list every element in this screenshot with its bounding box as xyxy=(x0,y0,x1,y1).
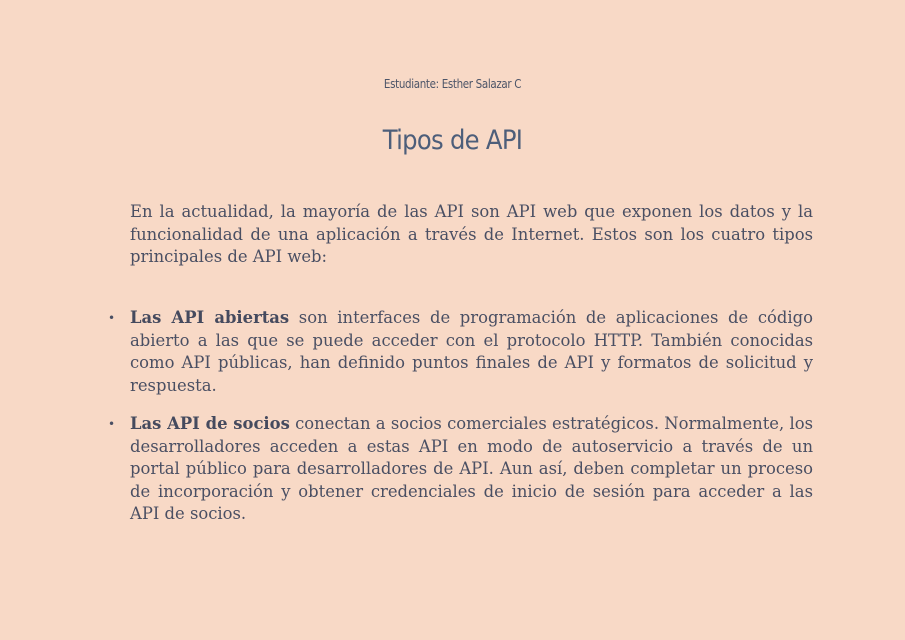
list-item-open-apis xyxy=(108,307,813,397)
student-name: Estudiante: Esther Salazar C xyxy=(383,77,522,91)
list-item-description: conectan a socios comerciales estratégicos. Normalmente, los desarrolladores acceden a estas API en modo de autoservicio a través de un portal público para desarrolladores de API. Aun así, deben completar un proceso de incorporación y obtener credenciales de inicio de sesión para acceder a las API de socios. xyxy=(130,414,813,523)
list-item-term: Las API abiertas xyxy=(130,308,290,327)
list-item-partner-apis xyxy=(108,413,813,526)
list-item-description: son interfaces de programación de aplicaciones de código abierto a las que se puede acceder con el protocolo HTTP. También conocidas como API públicas, han definido puntos finales de API y formatos de solicitud y respuesta. xyxy=(130,308,813,395)
bullet-icon: • xyxy=(108,417,116,431)
intro-paragraph: En la actualidad, la mayoría de las API son API web que exponen los datos y la funcionalidad de una aplicación a través de Internet. Estos son los cuatro tipos principales de API web: xyxy=(130,202,813,266)
page-title: Tipos de API xyxy=(382,125,523,156)
list-item-term: Las API de socios xyxy=(130,414,290,433)
bullet-icon: • xyxy=(108,311,116,325)
